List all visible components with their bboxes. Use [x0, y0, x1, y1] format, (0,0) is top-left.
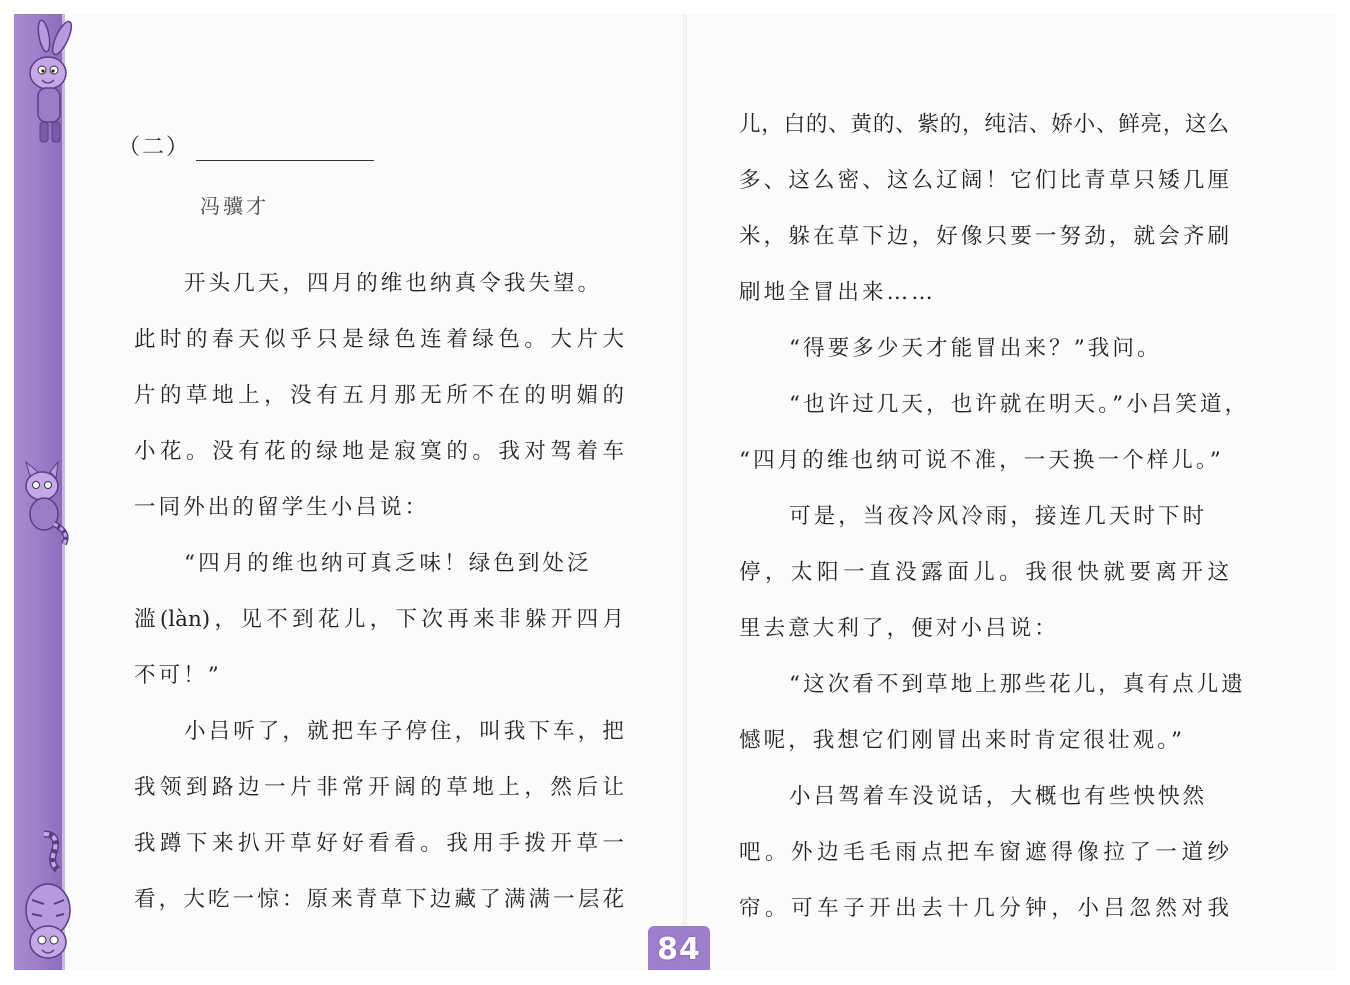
page-number: 84 — [648, 926, 710, 970]
text-line: 吧。外边毛毛雨点把车窗遮得像拉了一道纱 — [739, 840, 1229, 865]
text-line: “得要多少天才能冒出来？”我问。 — [789, 336, 1162, 361]
text-line: 片的草地上，没有五月那无所不在的明媚的 — [134, 383, 624, 408]
text-line: 刷地全冒出来…… — [739, 280, 936, 305]
text-line: “四月的维也纳可真乏味！绿色到处泛 — [184, 551, 592, 576]
text-line: 一同外出的留学生小吕说： — [134, 495, 430, 520]
text-line: “四月的维也纳可说不准，一天换一个样儿。” — [739, 448, 1224, 473]
text-line: 多、这么密、这么辽阔！它们比青草只矮几厘 — [739, 168, 1229, 193]
text-line: 可是，当夜冷风冷雨，接连几天时下时 — [789, 504, 1208, 529]
text-line: 小吕听了，就把车子停住，叫我下车，把 — [184, 719, 627, 744]
text-line: 帘。可车子开出去十几分钟，小吕忽然对我 — [739, 896, 1229, 921]
text-line: 儿，白的、黄的、紫的，纯洁、娇小、鲜亮，这么 — [739, 112, 1229, 137]
section-title-number: （二） — [118, 135, 191, 160]
text-line: 停，太阳一直没露面儿。我很快就要离开这 — [739, 560, 1229, 585]
text-line: 小花。没有花的绿地是寂寞的。我对驾着车 — [134, 439, 624, 464]
rabbit-mascot-icon — [14, 18, 84, 148]
text-line: 我领到路边一片非常开阔的草地上，然后让 — [134, 775, 624, 800]
left-page — [134, 0, 627, 985]
tiger-mascot-icon — [14, 830, 80, 970]
text-line: 小吕驾着车没说话，大概也有些怏怏然 — [789, 784, 1208, 809]
page-fold — [683, 14, 687, 970]
text-line: “也许过几天，也许就在明天。”小吕笑道， — [789, 392, 1250, 417]
text-line: 开头几天，四月的维也纳真令我失望。 — [184, 271, 603, 296]
raccoon-mascot-icon — [14, 458, 74, 548]
text-line: 滥(làn)，见不到花儿，下次再来非躲开四月 — [134, 607, 624, 632]
author-name: 冯骥才 — [200, 194, 269, 218]
text-line: 此时的春天似乎只是绿色连着绿色。大片大 — [134, 327, 624, 352]
text-line: 不可！” — [134, 663, 222, 688]
text-line: 里去意大利了，便对小吕说： — [739, 616, 1059, 641]
text-line: “这次看不到草地上那些花儿，真有点儿遗 — [789, 672, 1246, 697]
text-line: 米，躲在草下边，好像只要一努劲，就会齐刷 — [739, 224, 1229, 249]
text-line: 我蹲下来扒开草好好看看。我用手拨开草一 — [134, 831, 624, 856]
text-line: 憾呢，我想它们刚冒出来时肯定很壮观。” — [739, 728, 1186, 753]
text-line: 看，大吃一惊：原来青草下边藏了满满一层花 — [134, 887, 624, 912]
right-page — [739, 0, 1250, 985]
left-body-text — [134, 256, 627, 928]
right-body-text — [739, 97, 1250, 937]
